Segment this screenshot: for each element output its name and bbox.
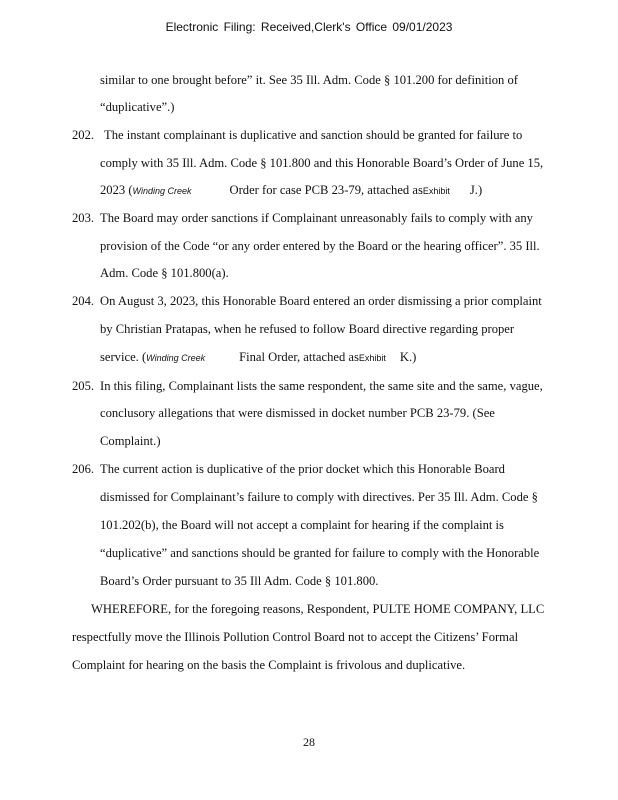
body-line: similar to one brought before” it. See 35 Ill. Adm. Code § 101.200 for definition of [100, 73, 518, 87]
body-line [100, 184, 482, 197]
wherefore-clause: WHEREFORE, for the foregoing reasons, Respondent, PULTE HOME COMPANY, LLC [91, 602, 545, 616]
body-text: service. ( [100, 350, 147, 364]
exhibit-label: Exhibit [422, 186, 450, 196]
case-name: Winding Creek [132, 186, 192, 196]
paragraph-number: 203. [72, 211, 95, 225]
body-line: by Christian Pratapas, when he refused to follow Board directive regarding proper [100, 322, 515, 336]
body-line: “duplicative”.) [100, 100, 175, 114]
body-line: comply with 35 Ill. Adm. Code § 101.800 and this Honorable Board’s Order of June 15, [100, 156, 544, 170]
paragraph-number: 204. [72, 294, 95, 308]
body-text: J.) [469, 183, 483, 197]
body-line [100, 351, 416, 364]
body-text: 2023 ( [100, 183, 133, 197]
body-line: The current action is duplicative of the prior docket which this Honorable Board [100, 462, 505, 476]
body-line: provision of the Code “or any order entered by the Board or the hearing officer”. 35 Ill. [100, 239, 540, 253]
paragraph-number: 206. [72, 462, 95, 476]
body-line: The Board may order sanctions if Complainant unreasonably fails to comply with any [100, 211, 533, 225]
body-line: respectfully move the Illinois Pollution Control Board not to accept the Citizens’ Formal [72, 630, 519, 644]
body-text: Order for case PCB 23-79, attached as [229, 183, 423, 197]
body-line: The instant complainant is duplicative and sanction should be granted for failure to [104, 128, 523, 142]
body-line: 101.202(b), the Board will not accept a complaint for hearing if the complaint is [100, 518, 504, 532]
body-text: Final Order, attached as [239, 350, 359, 364]
body-line: dismissed for Complainant’s failure to comply with directives. Per 35 Ill. Adm. Code § [100, 490, 538, 504]
body-line: In this filing, Complainant lists the same respondent, the same site and the same, vague, [100, 379, 543, 393]
page-number: 28 [303, 735, 315, 749]
filing-stamp-header: Electronic Filing: Received,Clerk's Office 09/01/2023 [165, 20, 453, 34]
body-line: Complaint.) [100, 434, 161, 448]
body-line: Adm. Code § 101.800(a). [100, 266, 229, 280]
exhibit-label: Exhibit [358, 353, 386, 363]
body-line: Complaint for hearing on the basis the Complaint is frivolous and duplicative. [72, 658, 466, 672]
paragraph-number: 202. [72, 128, 95, 142]
paragraph-number: 205. [72, 379, 95, 393]
body-line: “duplicative” and sanctions should be granted for failure to comply with the Honorable [100, 546, 540, 560]
body-line: conclusory allegations that were dismissed in docket number PCB 23-79. (See [100, 406, 495, 420]
body-line: Board’s Order pursuant to 35 Ill Adm. Code § 101.800. [100, 574, 379, 588]
case-name: Winding Creek [146, 353, 206, 363]
body-line: On August 3, 2023, this Honorable Board entered an order dismissing a prior complaint [100, 294, 542, 308]
body-text: K.) [399, 350, 417, 364]
